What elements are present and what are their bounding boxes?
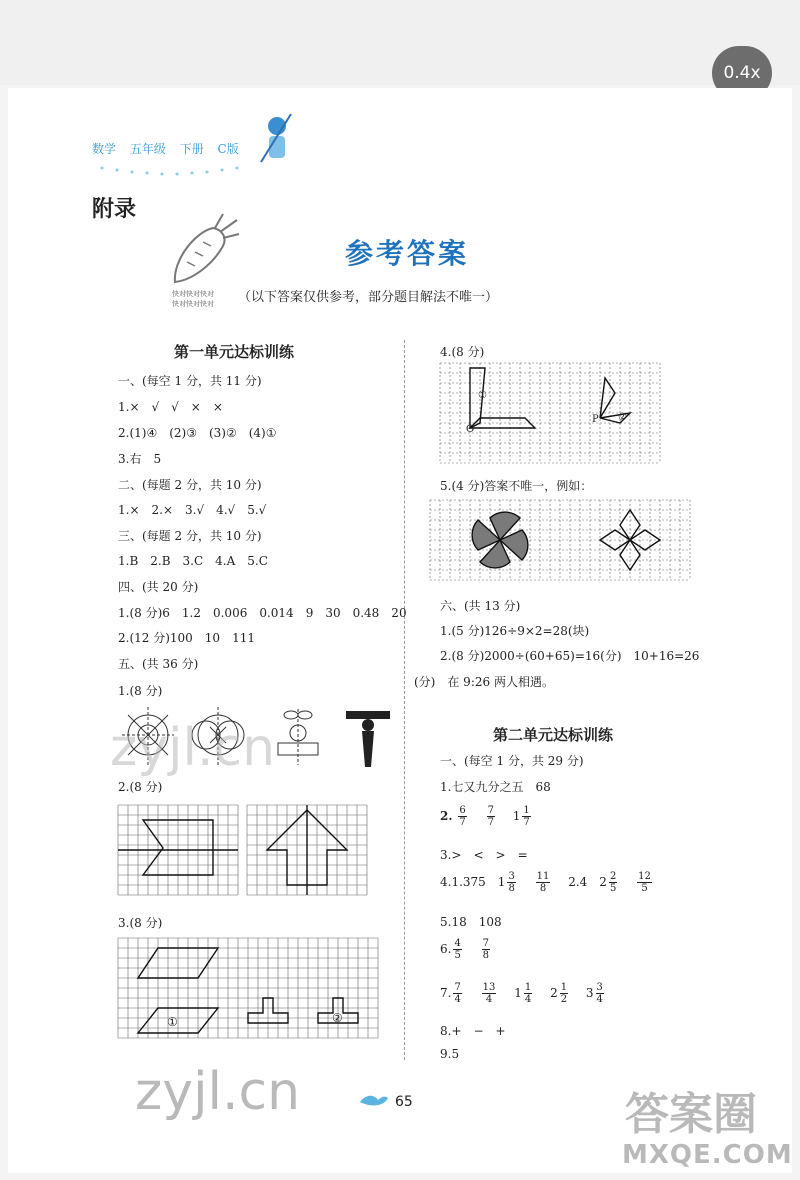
unit1-line: 一、(每空 1 分，共 11 分) — [118, 374, 262, 388]
unit1-line: 1.× √ √ × × — [118, 400, 223, 414]
sec6-label: 六、(共 13 分) — [440, 599, 521, 613]
fraction: $\frac{4}{5}$ — [454, 938, 461, 961]
fraction: $\frac{11}{8}$ — [536, 871, 550, 894]
unit1-line: 3.右 5 — [118, 452, 162, 466]
pencil-boy-icon — [255, 110, 295, 170]
carrot-icon — [165, 210, 245, 290]
unit1-line: 2.(8 分) — [118, 780, 163, 794]
unit2-line: 1.七又九分之五 68 — [440, 780, 551, 794]
carrot-caption-1: 快对快对快对 — [172, 290, 214, 298]
header-grade: 五年级 — [129, 142, 166, 156]
grid-q3 — [118, 938, 376, 1042]
unit2-line: 5.18 108 — [440, 915, 502, 929]
page-header — [92, 140, 249, 157]
document-title: 参考答案 — [345, 237, 470, 270]
fraction: $\frac{1}{2}$ — [560, 982, 568, 1005]
q-number: 2. — [440, 809, 453, 823]
header-edition: C版 — [217, 142, 239, 156]
unit1-line: 1.× 2.× 3.√ 4.√ 5.√ — [118, 503, 267, 517]
viewer-top-bar — [0, 0, 800, 85]
watermark-text: MXQE.COM — [622, 1140, 793, 1170]
q4-label: 4.(8 分) — [440, 345, 485, 359]
unit2-line-4: 4.1.375 1 $\frac{3}{8}$ $\frac{11}{8}$ 2.4 2 $\frac{2}{5}$ $\frac{12}{5}$ — [440, 871, 651, 894]
unit1-line: 五、(共 36 分) — [118, 657, 199, 671]
fraction: $\frac{1}{4}$ — [524, 982, 532, 1005]
unit1-line: 3.(8 分) — [118, 916, 163, 930]
fraction: $\frac{6}{7}$ — [459, 805, 466, 828]
appendix-heading: 附录 — [92, 197, 137, 222]
q4-label-o: O — [466, 424, 475, 435]
unit1-line: 2.(12 分)100 10 111 — [118, 631, 255, 645]
zoom-level-button[interactable]: 0.4x — [712, 46, 772, 100]
grid-q2-left — [118, 805, 240, 897]
fraction: $\frac{13}{4}$ — [482, 982, 496, 1005]
q5-label: 5.(4 分)答案不唯一，例如： — [440, 479, 593, 493]
unit1-line: 1.(8 分)6 1.2 0.006 0.014 9 30 0.48 20 — [118, 606, 407, 620]
unit1-line: 三、(每题 2 分，共 10 分) — [118, 529, 262, 543]
header-volume: 下册 — [179, 142, 204, 156]
grid-q3-label-two: ② — [332, 1011, 343, 1025]
fraction: $\frac{7}{7}$ — [487, 805, 494, 828]
unit1-title: 第一单元达标训练 — [174, 343, 295, 361]
carrot-caption-2: 快对快对快对 — [172, 300, 214, 308]
grid-q3-label-one: ① — [167, 1015, 178, 1029]
unit2-line: 8.+ − + — [440, 1024, 506, 1038]
unit2-title: 第二单元达标训练 — [493, 726, 614, 744]
unit1-line: 四、(共 20 分) — [118, 580, 199, 594]
header-dots-decoration — [92, 160, 272, 180]
unit2-line: 3.> < > = — [440, 848, 528, 862]
grid-q4 — [440, 363, 662, 465]
fraction: $\frac{3}{4}$ — [596, 982, 603, 1005]
watermark-text: zyjl.cn — [110, 718, 276, 778]
watermark-text: zyjl.cn — [135, 1062, 301, 1122]
unit2-line-2: 2. $\frac{6}{7}$ $\frac{7}{7}$ 1 $\frac{1}{7}$ — [440, 805, 530, 828]
q4-label-p: P — [592, 414, 599, 425]
unit2-line: 9.5 — [440, 1047, 460, 1061]
fraction: $\frac{12}{5}$ — [638, 871, 651, 894]
column-divider — [404, 340, 405, 1060]
q4-label-one: ① — [478, 390, 487, 401]
q4-label-two: ② — [618, 412, 627, 423]
document-subtitle: （以下答案仅供参考，部分题目解法不唯一） — [238, 290, 499, 305]
sec6-line-1: 1.(5 分)126÷9×2=28(块) — [440, 624, 590, 638]
unit2-line-7: 7. $\frac{7}{4}$ $\frac{13}{4}$ 1 $\frac{1}{4}$ 2 $\frac{1}{2}$ 3 $\frac{3}{4}$ — [440, 982, 603, 1005]
grid-q5 — [430, 500, 690, 582]
fraction: $\frac{7}{4}$ — [454, 982, 461, 1005]
fraction: $\frac{3}{8}$ — [508, 871, 515, 894]
unit2-line-6: 6. $\frac{4}{5}$ $\frac{7}{8}$ — [440, 938, 490, 961]
header-subject: 数学 — [92, 142, 117, 156]
sec6-line-2: 2.(8 分)2000÷(60+65)=16(分) 10+16=26 — [440, 649, 700, 663]
grid-q2-right — [247, 805, 369, 897]
fraction: $\frac{7}{8}$ — [482, 938, 490, 961]
fraction: $\frac{1}{7}$ — [523, 805, 530, 828]
page-number: 65 — [395, 1094, 413, 1110]
unit1-line: 二、(每题 2 分，共 10 分) — [118, 478, 262, 492]
bird-icon — [358, 1090, 388, 1110]
unit1-line: 1.(8 分) — [118, 684, 163, 698]
unit1-line: 1.B 2.B 3.C 4.A 5.C — [118, 554, 268, 568]
fraction: $\frac{2}{5}$ — [609, 871, 617, 894]
watermark-text: 答案圈 — [625, 1089, 757, 1140]
sec6-line-2b: (分) 在 9:26 两人相遇。 — [414, 675, 554, 689]
unit1-line: 2.(1)④ (2)③ (3)② (4)① — [118, 426, 277, 440]
unit2-line: 一、(每空 1 分，共 29 分) — [440, 754, 584, 768]
